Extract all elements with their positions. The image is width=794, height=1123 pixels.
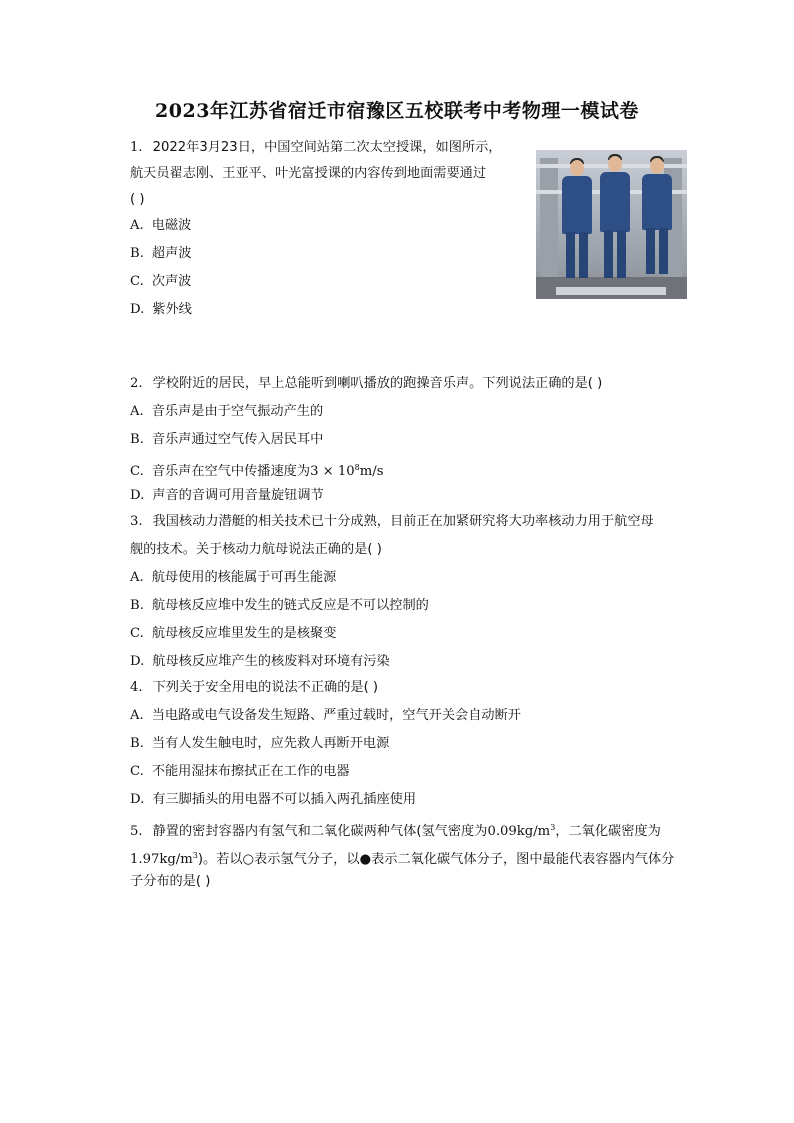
question-3-line-1 bbox=[130, 508, 654, 536]
question-5-line-1: 5. 静置的密封容器内有氢气和二氧化碳两种气体(氢气密度为$0.09kg/m^3$，二氧化碳密度为 bbox=[130, 823, 661, 839]
question-4-option-b[interactable]: B. 当有人发生触电时，应先救人再断开电源 bbox=[130, 736, 390, 751]
question-4-text: 下列关于安全用电的说法不正确的是( ) bbox=[152, 680, 379, 695]
question-2-number: 2. bbox=[130, 376, 143, 391]
question-1-option-a[interactable]: A. 电磁波 bbox=[130, 218, 192, 233]
question-3-option-a[interactable]: A. 航母使用的核能属于可再生能源 bbox=[130, 570, 337, 585]
page-title: 2023年江苏省宿迁市宿豫区五校联考中考物理一模试卷 bbox=[155, 100, 639, 122]
question-1-option-b[interactable]: B. 超声波 bbox=[130, 246, 192, 261]
question-5-number: 5. bbox=[130, 824, 143, 839]
question-4-number: 4. bbox=[130, 680, 143, 695]
speed-formula: 3 × 10 bbox=[310, 464, 355, 479]
question-3-number: 3. bbox=[130, 514, 143, 529]
question-2-text: 学校附近的居民，早上总能听到喇叭播放的跑操音乐声。下列说法正确的是( ) bbox=[152, 376, 603, 391]
hydrogen-density: 0.09kg/m bbox=[487, 824, 551, 839]
question-2-option-c[interactable]: C. 音乐声在空气中传播速度为$3 \times 10^8m/s$ bbox=[130, 463, 384, 479]
question-2-line-1 bbox=[130, 370, 602, 398]
question-4-option-a[interactable]: A. 当电路或电气设备发生短路、严重过载时，空气开关会自动断开 bbox=[130, 708, 521, 723]
question-1-line-1 bbox=[130, 134, 501, 162]
question-2-option-b[interactable]: B. 音乐声通过空气传入居民耳中 bbox=[130, 432, 324, 447]
question-1-number: 1. bbox=[130, 140, 143, 155]
question-3-option-b[interactable]: B. 航母核反应堆中发生的链式反应是不可以控制的 bbox=[130, 598, 429, 613]
question-4-option-c[interactable]: C. 不能用湿抹布擦拭正在工作的电器 bbox=[130, 764, 350, 779]
astronauts-photo bbox=[536, 150, 687, 299]
question-1-option-c[interactable]: C. 次声波 bbox=[130, 274, 192, 289]
question-3-option-d[interactable]: D. 航母核反应堆产生的核废料对环境有污染 bbox=[130, 654, 390, 669]
question-4-line-1 bbox=[130, 674, 378, 702]
question-3-line-2: 舰的技术。关于核动力航母说法正确的是( ) bbox=[130, 542, 382, 557]
question-1-option-d[interactable]: D. 紫外线 bbox=[130, 302, 192, 317]
question-1-text-1: 2022年3月23日，中国空间站第二次太空授课，如图所示， bbox=[152, 140, 502, 155]
question-2-option-a[interactable]: A. 音乐声是由于空气振动产生的 bbox=[130, 404, 324, 419]
question-4-option-d[interactable]: D. 有三脚插头的用电器不可以插入两孔插座使用 bbox=[130, 792, 417, 807]
question-1-blank: ( ) bbox=[130, 192, 145, 207]
question-5-line-3: 子分布的是( ) bbox=[130, 874, 211, 889]
co2-density: 1.97kg/m bbox=[130, 852, 193, 867]
question-1-line-2: 航天员翟志刚、王亚平、叶光富授课的内容传到地面需要通过 bbox=[130, 166, 487, 181]
question-2-option-d[interactable]: D. 声音的音调可用音量旋钮调节 bbox=[130, 488, 324, 503]
question-3-text-1: 我国核动力潜艇的相关技术已十分成熟，目前正在加紧研究将大功率核动力用于航空母 bbox=[152, 514, 654, 529]
question-3-option-c[interactable]: C. 航母核反应堆里发生的是核聚变 bbox=[130, 626, 337, 641]
question-5-line-2: $1.97kg/m^3$)。若以○表示氢气分子，以●表示二氧化碳气体分子，图中最能代表容器内气体分 bbox=[130, 851, 675, 867]
